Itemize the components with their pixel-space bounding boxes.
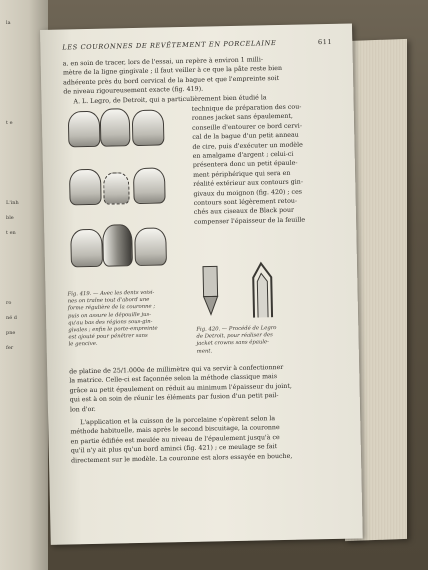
text-line: en amalgame d'argent ; celui-ci [192, 150, 294, 160]
caption-line: ment. [196, 348, 213, 355]
caption-line: le gencive. [68, 341, 98, 348]
text-line: de platine de 25/1.000e de millimètre qui va servir à confectionner [69, 363, 284, 376]
caption-line: jacket crowns sans épaule- [196, 339, 270, 348]
figure-420-drawing [195, 256, 336, 325]
figure-419-teeth [64, 105, 186, 282]
caption-line: Fig. 419. — Avec les dents voisi- [67, 289, 155, 298]
left-page-fragment: L'inh [6, 200, 19, 206]
text-line: lon d'or. [69, 405, 96, 414]
text-line: présentera donc un petit épaule- [192, 160, 298, 170]
left-page-fragment: ble [6, 215, 14, 221]
text-line: de cire, puis d'exécuter un modèle [192, 141, 303, 151]
text-line: la matrice. Celle-ci est façonnée selon la méthode classique mais [69, 373, 278, 385]
page-number: 611 [317, 37, 333, 47]
caption-line: est ajouté pour pénétrer sans [68, 333, 148, 341]
text-line: mètre de la ligne gingivale ; il faut veiller à ce que la pâte reste bien [62, 65, 283, 77]
caption-line: forme régulière de la couronne ; [67, 304, 156, 312]
book-page [40, 23, 363, 544]
text-line: directement sur le modèle. La couronne est alors essayée en bouche, [70, 452, 293, 465]
figure-420-caption [196, 324, 337, 356]
text-line: qui est à on soin de réunir les éléments par fusion d'un petit pail- [69, 392, 279, 404]
text-line: a. en soin de tracer, lors de l'essai, un repère à environ 1 milli- [62, 56, 263, 68]
text-line: givaux du moignon (fig. 420) ; ces [193, 188, 303, 198]
bottom-paragraphs [69, 362, 341, 466]
left-page-fragment: ro [6, 300, 12, 306]
caption-line: givales ; enfin le porte-empreinte [68, 325, 158, 334]
left-page-fragment: né d [6, 315, 17, 321]
text-line: de niveau rigoureusement exacte (fig. 419). [63, 85, 204, 96]
running-header [62, 38, 332, 52]
text-line: technique de préparation des cou- [191, 103, 302, 113]
text-line: contours sont légèrement retou- [193, 197, 298, 207]
text-line: A. L. Legro, de Detroit, qui a particulièrement bien étudié la [73, 93, 267, 105]
text-line: cal de la bague d'un petit anneau [192, 131, 299, 142]
top-paragraph [63, 54, 334, 107]
text-line: conseille d'entourer ce bord cervi- [192, 122, 302, 132]
text-line: grâce au petit épaulement on réduit au minimum l'épaisseur du joint, [69, 382, 292, 395]
text-line: méthode habituelle, mais après le second biscuitage, la couronne [70, 424, 280, 436]
caption-line: Fig. 420. — Procédé de Legro [196, 325, 277, 333]
text-line: ronnes jacket sans épaulement, [191, 113, 293, 123]
text-line: réalité extérieur aux contours gin- [193, 178, 304, 189]
left-page-fragment: t en [6, 230, 16, 236]
text-line: qu'il n'y ait plus qu'un bord aminci (fig. 421) ; ce meulage se fait [70, 443, 278, 455]
caption-line: puis on assure le dépouille jus- [67, 311, 152, 320]
caption-line: nes on traîne tout d'abord une [67, 296, 150, 305]
caption-line: qu'au bas des régions sous-gin- [68, 318, 153, 327]
caption-line: de Detroit, pour réaliser des [196, 332, 273, 340]
figure-419-caption [67, 289, 188, 349]
figure-420-svg [195, 256, 336, 325]
text-line: chés aux ciseaux de Black pour [193, 207, 295, 217]
text-line: compenser l'épaisseur de la feuille [193, 216, 306, 226]
left-page-fragment: pne [6, 330, 16, 336]
text-line: adhérente près du bord cervical de la bague et que l'empreinte soit [63, 74, 280, 87]
right-column-text [192, 102, 337, 227]
text-line: L'application et la cuisson de la porcelaine s'opèrent selon la [80, 415, 276, 427]
left-page-fragment: t e [6, 120, 13, 126]
left-page-fragment: la [6, 20, 11, 26]
left-page-fragment: fer [6, 345, 14, 351]
text-line: en partie édifiée est meulée au niveau de l'épaulement jusqu'à ce [70, 433, 280, 446]
text-line: ment périphérique qui sera en [193, 169, 291, 179]
running-title: LES COURONNES DE REVÊTEMENT EN PORCELAINE [62, 39, 277, 52]
